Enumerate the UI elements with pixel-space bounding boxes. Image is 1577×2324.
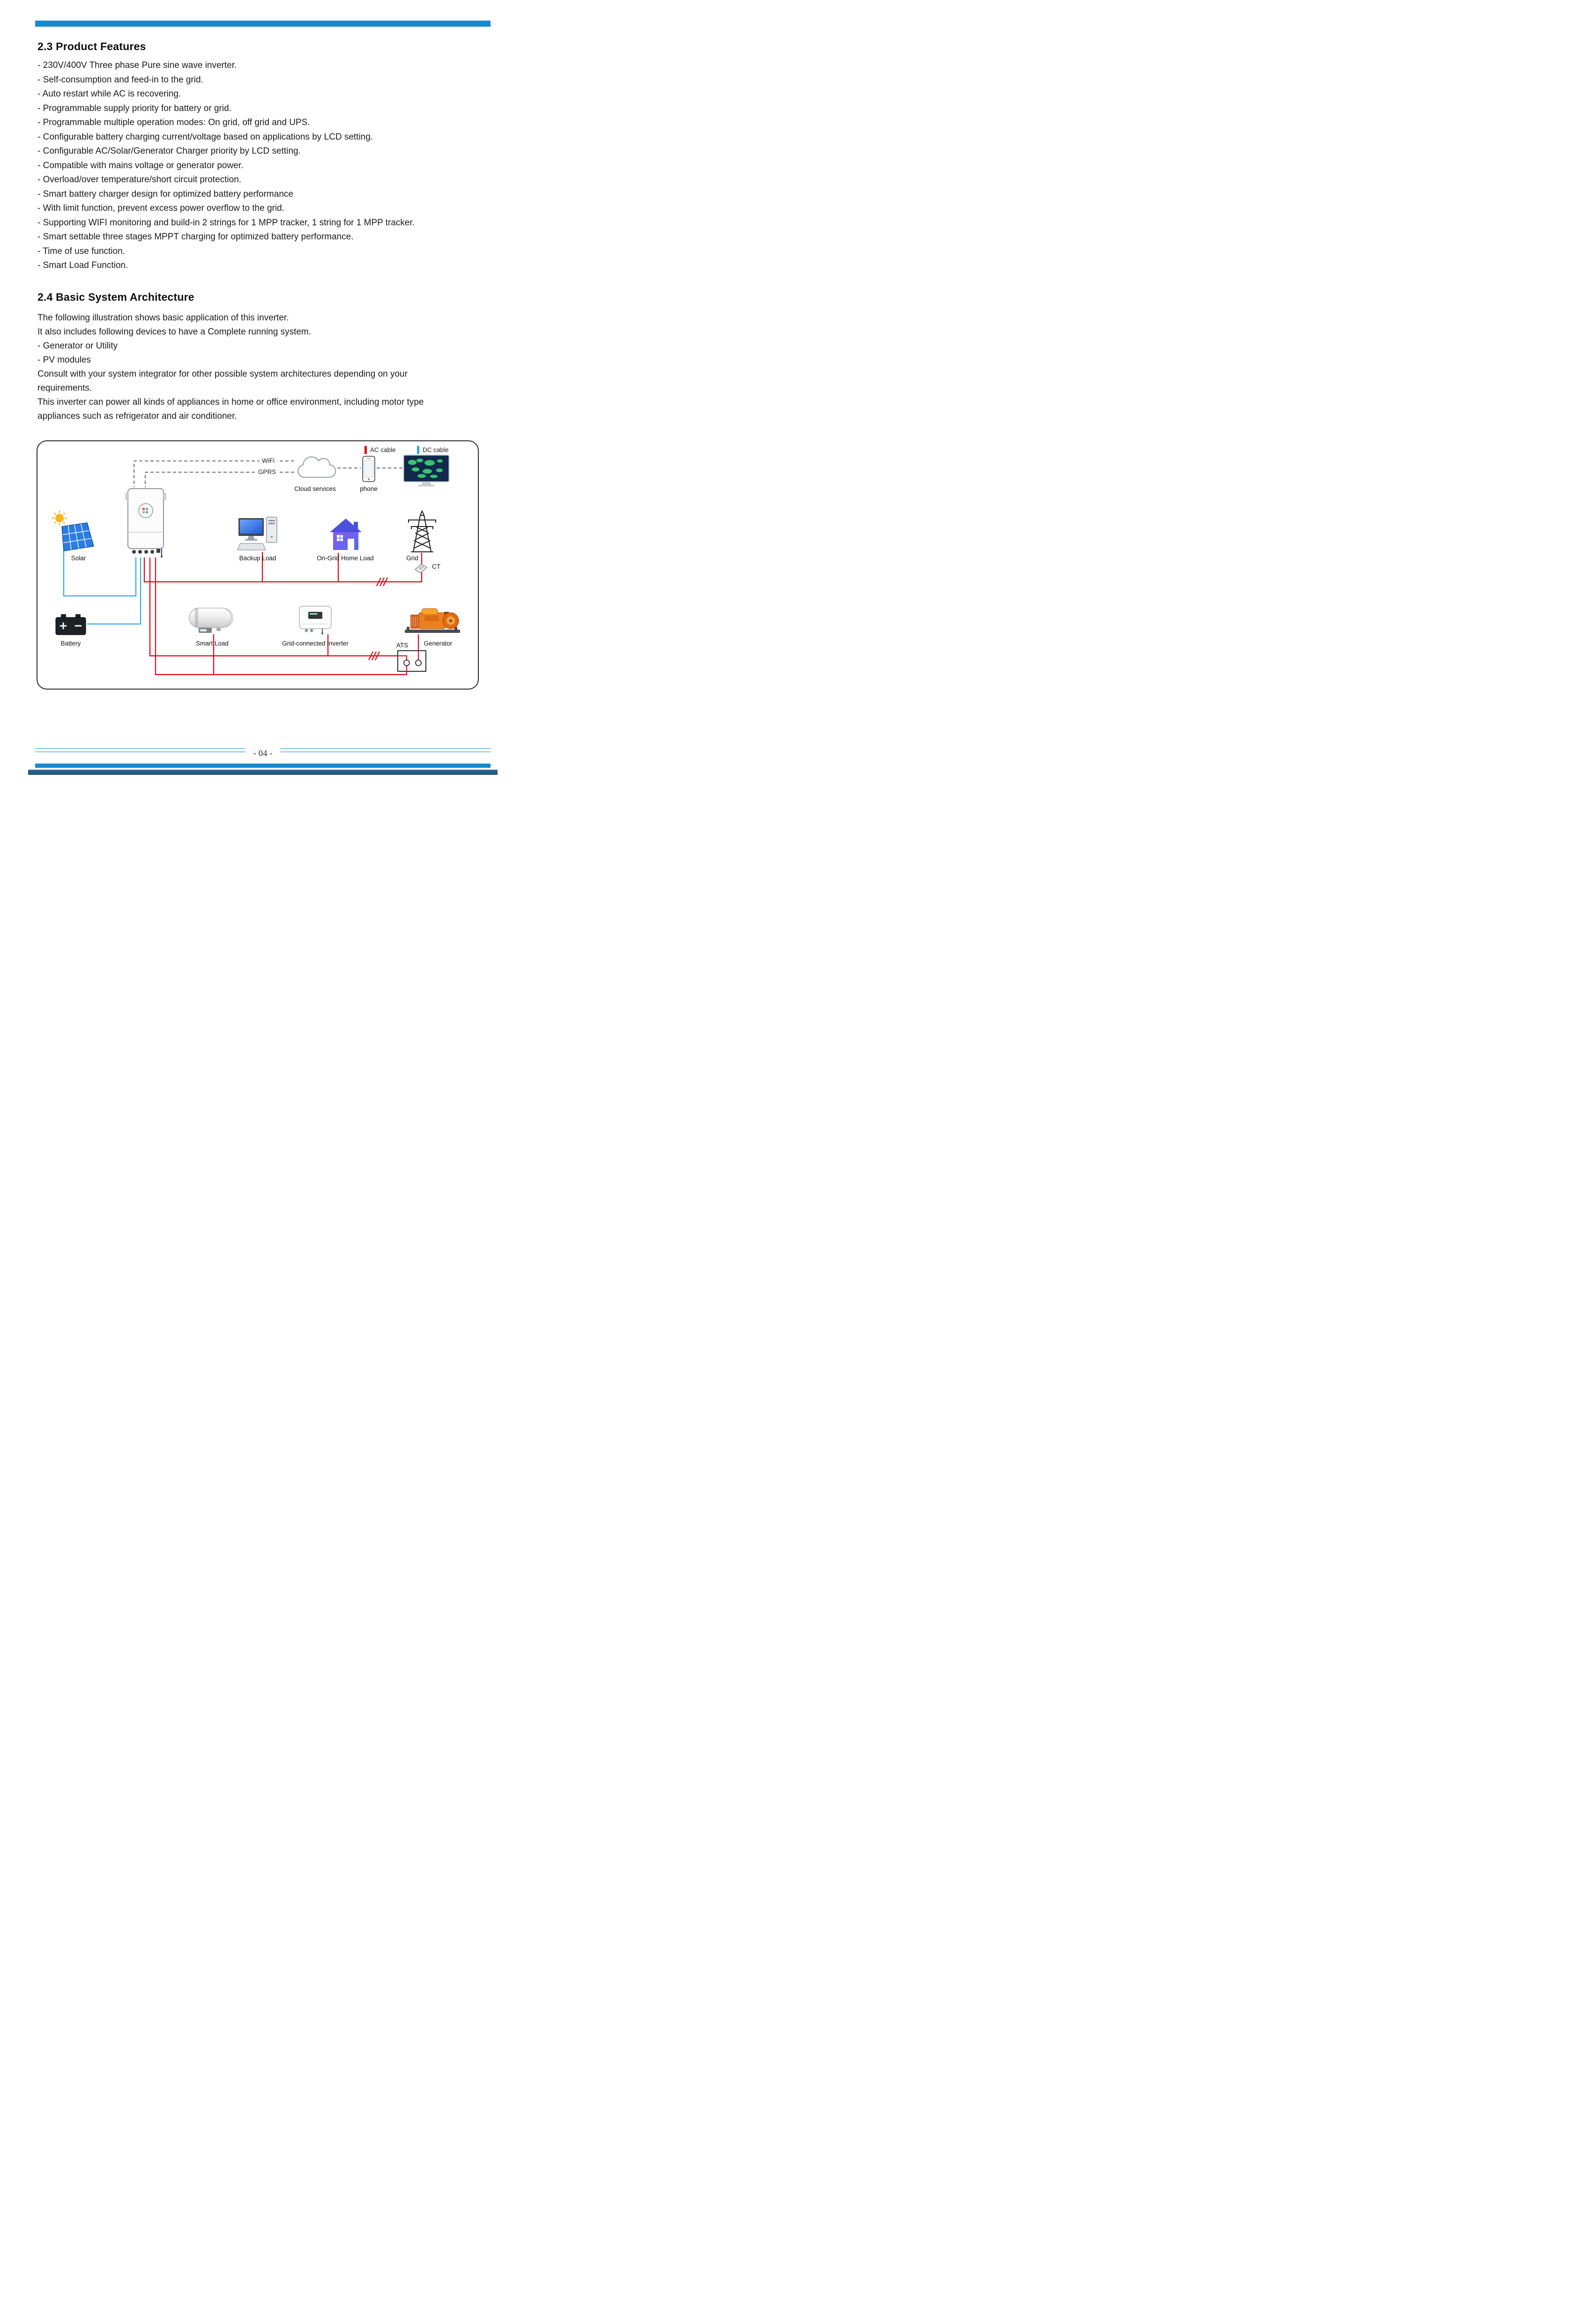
solar-panel-icon xyxy=(52,511,96,557)
dc-cable-swatch xyxy=(417,446,419,454)
paragraph: Consult with your system integrator for other possible system architectures depending on your requirements. xyxy=(37,369,408,393)
feature-item: - Smart Load Function. xyxy=(37,260,128,270)
feature-item: - Configurable AC/Solar/Generator Charger priority by LCD setting. xyxy=(37,146,301,156)
feature-item: - Auto restart while AC is recovering. xyxy=(37,89,181,99)
home-icon xyxy=(327,515,364,555)
cloud-services-label: Cloud services xyxy=(294,485,336,492)
smart-load-label: Smart Load xyxy=(196,640,229,647)
legend-dc-cable xyxy=(417,446,449,454)
ats-label: ATS xyxy=(396,642,409,649)
ats-box-icon xyxy=(397,650,426,674)
legend-ac-cable xyxy=(364,446,396,454)
ct-sensor-icon xyxy=(412,561,429,578)
paragraph: The following illustration shows basic application of this inverter. xyxy=(37,312,289,323)
cloud-icon xyxy=(293,453,337,484)
backup-load-label: Backup Load xyxy=(239,555,276,562)
section-title-basic-system-architecture: 2.4 Basic System Architecture xyxy=(37,290,194,303)
grid-connected-inverter-label: Grid-connected Inverter xyxy=(282,640,349,647)
dc-cable-label: DC cable xyxy=(423,446,449,453)
footer-bottom-bar xyxy=(28,770,498,775)
sun-icon xyxy=(52,511,67,525)
feature-item: - Smart battery charger design for optimized battery performance xyxy=(37,189,293,199)
feature-item: - Time of use function. xyxy=(37,246,125,256)
paragraph: This inverter can power all kinds of appliances in home or office environment, including motor type appliances such as refrigerator and air conditioner. xyxy=(37,397,424,421)
generator-label: Generator xyxy=(424,640,453,647)
system-architecture-diagram xyxy=(37,440,479,690)
feature-item: - Smart settable three stages MPPT charging for optimized battery performance. xyxy=(37,232,354,242)
feature-item: - With limit function, prevent excess power overflow to the grid. xyxy=(37,203,284,213)
page-content xyxy=(37,40,484,423)
ac-cable-label: AC cable xyxy=(370,446,396,453)
ac-cables xyxy=(144,552,422,675)
feature-item: - Supporting WIFI monitoring and build-in 2 strings for 1 MPP tracker, 1 string for 1 MPP tracker. xyxy=(37,217,415,228)
feature-item: - Programmable multiple operation modes: On grid, off grid and UPS. xyxy=(37,118,310,127)
grid-tower-icon xyxy=(406,509,439,556)
feature-item: - Configurable battery charging current/voltage based on applications by LCD setting. xyxy=(37,132,373,142)
smartphone-icon xyxy=(361,455,377,485)
monitoring-pc-icon xyxy=(403,454,450,490)
ac-cable-swatch xyxy=(364,446,367,454)
page-number-text: - 04 - xyxy=(245,747,280,761)
battery-dc-cable xyxy=(87,557,141,624)
phone-label: phone xyxy=(360,485,378,492)
ct-label: CT xyxy=(432,563,440,570)
grid-connected-inverter-icon xyxy=(295,605,335,637)
wifi-label: WiFi xyxy=(260,457,277,465)
backup-load-computer-icon xyxy=(237,516,279,554)
top-divider-bar xyxy=(35,21,491,27)
generator-icon xyxy=(404,605,463,637)
feature-list xyxy=(37,59,484,273)
feature-item: - Compatible with mains voltage or generator power. xyxy=(37,160,244,171)
section-title-product-features: 2.3 Product Features xyxy=(37,40,146,52)
grid-label: Grid xyxy=(406,555,418,562)
paragraph: It also includes following devices to have a Complete running system. xyxy=(37,327,312,337)
feature-item: - 230V/400V Three phase Pure sine wave inverter. xyxy=(37,60,237,70)
hybrid-inverter-icon xyxy=(125,487,167,560)
document-page xyxy=(0,0,526,775)
on-grid-home-load-label: On-Grid Home Load xyxy=(317,555,374,562)
gprs-label: GPRS xyxy=(256,468,278,476)
battery-icon xyxy=(54,614,87,639)
battery-label: Battery xyxy=(60,640,81,647)
paragraph: - Generator or Utility xyxy=(37,341,118,351)
architecture-paragraphs xyxy=(37,311,452,423)
paragraph: - PV modules xyxy=(37,355,91,365)
cable-hatch-marks xyxy=(369,578,387,660)
smart-load-heater-icon xyxy=(187,606,237,637)
feature-item: - Self-consumption and feed-in to the grid. xyxy=(37,74,203,85)
solar-label: Solar xyxy=(71,555,86,562)
feature-item: - Overload/over temperature/short circuit protection. xyxy=(37,175,242,185)
feature-item: - Programmable supply priority for battery or grid. xyxy=(37,103,231,113)
page-number xyxy=(0,747,526,761)
footer-divider-bar xyxy=(35,764,491,768)
